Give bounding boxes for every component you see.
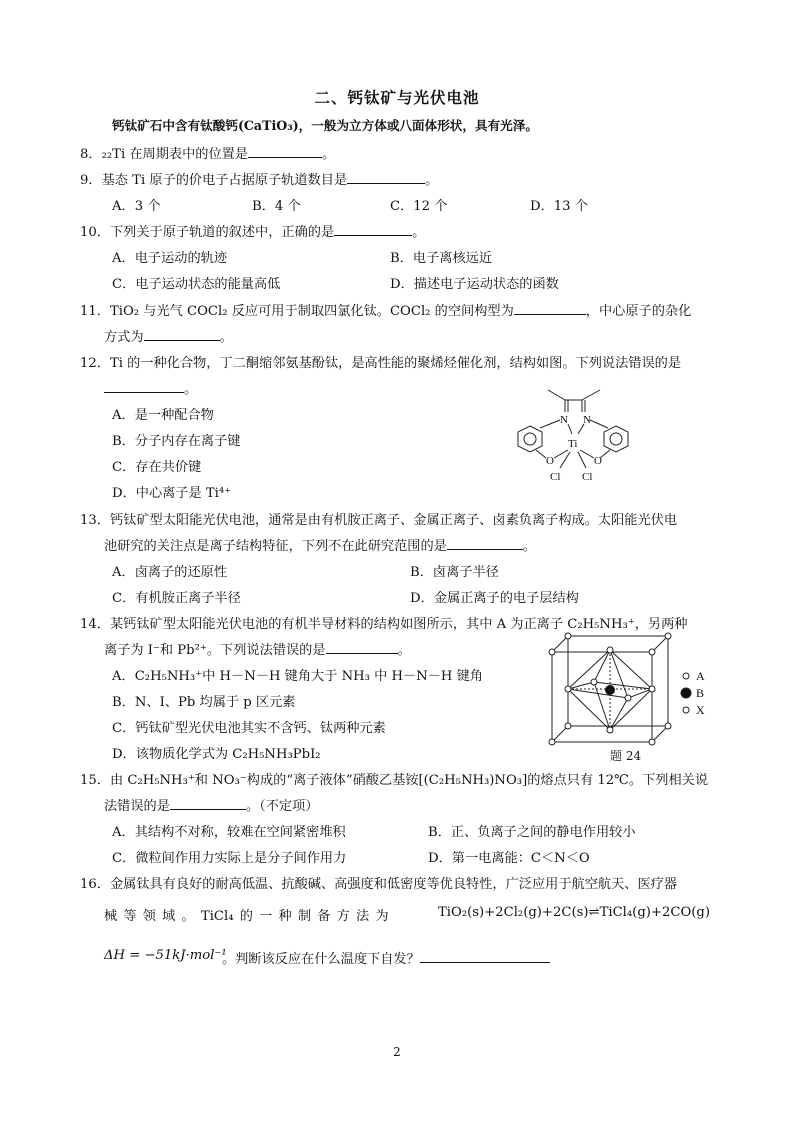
q15-option-a: A．其结构不对称，较难在空间紧密堆积 — [112, 825, 346, 840]
answer-blank[interactable] — [170, 797, 246, 810]
question-11-text-2: 方式为 — [104, 330, 144, 345]
question-14-line2 — [104, 639, 411, 658]
question-15-line2 — [104, 795, 318, 814]
q14-option-d: D．该物质化学式为 C₂H₅NH₃PbI₂ — [112, 747, 321, 762]
reaction-equation: TiO₂(s)+2Cl₂(g)+2C(s)⇌TiCl₄(g)+2CO(g) — [438, 905, 710, 920]
q10-option-b: B．电子离核远近 — [390, 251, 493, 266]
answer-blank[interactable] — [104, 380, 184, 393]
q10-option-a: A．电子运动的轨迹 — [112, 251, 228, 266]
question-9-text: 9．基态 Ti 原子的价电子占据原子轨道数目是 — [80, 173, 348, 188]
figure-label-n2: N — [583, 414, 591, 426]
question-9 — [80, 169, 438, 188]
q12-option-d: D．中心离子是 Ti⁴⁺ — [112, 486, 232, 501]
question-16-line3 — [222, 948, 550, 967]
answer-blank[interactable] — [447, 537, 523, 550]
legend-label-a: A — [696, 669, 705, 683]
q15-option-c: C．微粒间作用力实际上是分子间作用力 — [112, 851, 347, 866]
q13-option-c: C．有机胺正离子半径 — [112, 591, 241, 606]
question-11-text: 11．TiO₂ 与光气 COCl₂ 反应可用于制取四氯化钛。COCl₂ 的空间构型为 — [80, 304, 514, 319]
question-9-end: 。 — [425, 173, 439, 188]
answer-blank[interactable] — [248, 145, 322, 158]
figure-label-o2: O — [594, 455, 602, 467]
question-13-end: 。 — [522, 539, 537, 554]
question-16-line2: 械 等 领 域 。 TiCl₄ 的 一 种 制 备 方 法 为 — [104, 909, 389, 924]
perovskite-unit-cell — [546, 630, 721, 765]
question-13: 13．钙钛矿型太阳能光伏电池，通常是由有机胺正离子、金属正离子、卤素负离子构成。太阳能光伏电 — [80, 513, 678, 528]
answer-blank[interactable] — [326, 641, 398, 654]
question-11-line2 — [104, 326, 233, 345]
question-14-end: 。 — [397, 643, 411, 658]
question-16: 16．金属钛具有良好的耐高低温、抗酸碱、高强度和低密度等优良特性，广泛应用于航空航天、医疗器 — [80, 877, 678, 892]
q9-option-b: B．4 个 — [252, 199, 301, 214]
question-15: 15．由 C₂H₅NH₃⁺和 NO₃⁻构成的“离子液体”硝酸乙基铵[(C₂H₅NH₃)NO₃]的熔点只有 12℃。下列相关说 — [80, 773, 709, 788]
q10-option-c: C．电子运动状态的能量高低 — [112, 277, 281, 292]
question-15-end: 。（不定项） — [245, 799, 319, 814]
titanium-complex-structure — [510, 384, 640, 484]
figure-label-n1: N — [560, 414, 568, 426]
answer-blank[interactable] — [347, 171, 425, 184]
q12-option-b: B．分子内存在离子键 — [112, 434, 241, 449]
question-11 — [80, 300, 691, 319]
q9-option-d: D．13 个 — [530, 199, 588, 214]
q13-option-a: A．卤离子的还原性 — [112, 565, 228, 580]
question-16-text-3: 。判断该反应在什么温度下自发？ — [222, 952, 420, 967]
q14-option-b: B．N、I、Pb 均属于 p 区元素 — [112, 695, 296, 710]
figure-label-ti: Ti — [568, 438, 578, 450]
question-14-text-2: 离子为 I⁻和 Pb²⁺。下列说法错误的是 — [104, 643, 326, 658]
question-14: 14．某钙钛矿型太阳能光伏电池的有机半导材料的结构如图所示，其中 A 为正离子 C₂H₅NH₃⁺，另两种 — [80, 617, 688, 632]
q14-option-a: A．C₂H₅NH₃⁺中 H－N－H 键角大于 NH₃ 中 H－N－H 键角 — [112, 669, 483, 684]
section-title: 二、钙钛矿与光伏电池 — [314, 88, 480, 107]
q15-option-d: D．第一电离能：C＜N＜O — [428, 851, 590, 866]
question-11-end: 。 — [219, 330, 233, 345]
q10-option-d: D．描述电子运动状态的函数 — [390, 277, 559, 292]
question-10 — [80, 221, 425, 240]
enthalpy-value: ΔH = −51kJ·mol⁻¹ — [104, 948, 227, 963]
question-13-text-2: 池研究的关注点是离子结构特征，下列不在此研究范围的是 — [104, 539, 447, 554]
question-10-text: 10．下列关于原子轨道的叙述中，正确的是 — [80, 225, 335, 240]
question-8 — [80, 143, 335, 162]
answer-blank[interactable] — [334, 223, 412, 236]
q13-option-d: D．金属正离子的电子层结构 — [410, 591, 579, 606]
page-number: 2 — [393, 1045, 401, 1059]
answer-blank[interactable] — [144, 328, 220, 341]
question-12-end: 。 — [184, 382, 198, 397]
q12-option-a: A．是一种配合物 — [112, 408, 214, 423]
figure-label-cl1: Cl — [550, 471, 561, 483]
q14-option-c: C．钙钛矿型光伏电池其实不含钙、钛两种元素 — [112, 721, 386, 736]
question-8-end: 。 — [322, 147, 336, 162]
legend-label-b: B — [696, 686, 705, 700]
question-11-text-cont: ，中心原子的杂化 — [585, 304, 692, 319]
section-intro: 钙钛矿石中含有钛酸钙(CaTiO₃)，一般为立方体或八面体形状，具有光泽。 — [112, 118, 538, 133]
question-8-text: 8．₂₂Ti 在周期表中的位置是 — [80, 147, 249, 162]
q13-option-b: B．卤离子半径 — [410, 565, 499, 580]
q9-option-c: C．12 个 — [390, 199, 448, 214]
question-12-line2 — [104, 378, 197, 397]
question-12: 12．Ti 的一种化合物，丁二酮缩邻氨基酚钛，是高性能的聚烯烃催化剂，结构如图。下列说法错误的是 — [80, 356, 682, 371]
q9-option-a: A．3 个 — [112, 199, 161, 214]
q15-option-b: B．正、负离子之间的静电作用较小 — [428, 825, 636, 840]
question-10-end: 。 — [412, 225, 426, 240]
answer-blank[interactable] — [514, 302, 586, 315]
legend-label-x: X — [696, 703, 705, 717]
figure-label-cl2: Cl — [582, 471, 593, 483]
answer-blank[interactable] — [420, 950, 550, 963]
question-15-text-2: 法错误的是 — [104, 799, 170, 814]
figure-caption: 题 24 — [610, 749, 642, 763]
q12-option-c: C．存在共价键 — [112, 460, 202, 475]
question-13-line2 — [104, 535, 536, 554]
figure-label-o1: O — [546, 455, 554, 467]
